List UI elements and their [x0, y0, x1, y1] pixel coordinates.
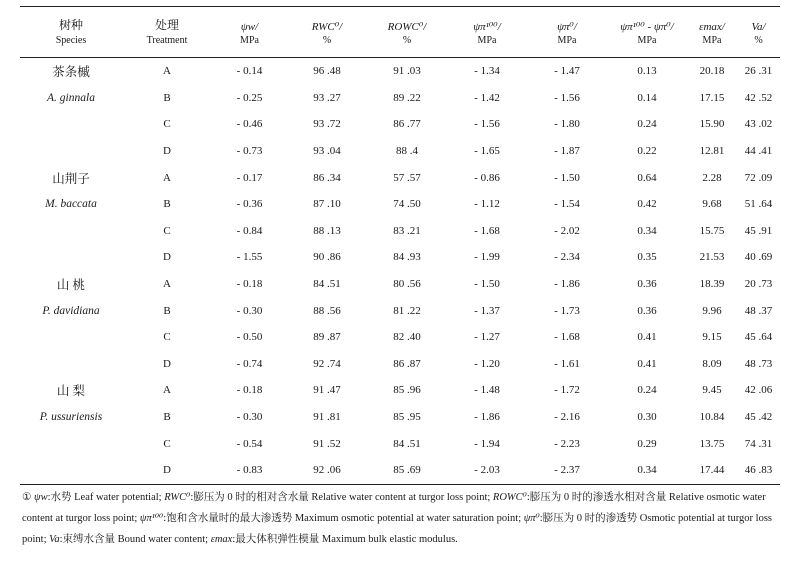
- value-cell: 51 .64: [744, 198, 773, 211]
- value-cell: 0.30: [637, 411, 657, 424]
- value-cell: - 1.65: [474, 145, 500, 158]
- treatment-cell: C: [163, 437, 171, 450]
- value-cell: - 1.55: [236, 251, 263, 264]
- value-cell: 88 .4: [396, 145, 418, 158]
- footnote-term: Va: [49, 534, 60, 545]
- value-cell: 82 .40: [393, 331, 421, 344]
- footnote-definition: :膨压为 0 时的相对含水量 Relative water content at turgor loss point;: [190, 492, 491, 503]
- value-cell: 74 .50: [393, 198, 421, 211]
- value-cell: - 0.18: [236, 278, 263, 291]
- treatment-cell: B: [163, 304, 171, 317]
- value-cell: 91 .52: [313, 437, 341, 450]
- value-cell: - 0.54: [236, 437, 263, 450]
- value-cell: 57 .57: [393, 171, 421, 184]
- col-header-symbol: ROWC⁰/: [367, 7, 447, 34]
- value-cell: - 2.16: [554, 411, 580, 424]
- value-cell: - 1.73: [554, 304, 580, 317]
- table-body: [20, 58, 780, 485]
- value-cell: - 0.25: [236, 91, 263, 104]
- value-cell: 15.90: [699, 118, 725, 131]
- value-cell: - 1.48: [474, 384, 500, 397]
- value-cell: 87 .10: [313, 198, 341, 211]
- treatment-cell: A: [163, 278, 171, 291]
- value-cell: - 2.23: [554, 437, 580, 450]
- footnote-marker: ①: [22, 492, 32, 503]
- value-cell: - 0.30: [236, 304, 263, 317]
- species-cell: [20, 111, 122, 138]
- footnote-definition: :最大体积弹性模量 Maximum bulk elastic modulus.: [232, 534, 458, 545]
- value-cell: 86 .87: [393, 357, 421, 370]
- footnote-term: ψπ¹⁰⁰: [139, 513, 164, 524]
- value-cell: 15.75: [699, 224, 725, 237]
- value-cell: 10.84: [699, 411, 725, 424]
- footnote: [22, 487, 778, 550]
- value-cell: 85 .69: [367, 457, 447, 484]
- value-cell: - 0.36: [236, 198, 263, 211]
- col-header-unit: MPa: [447, 33, 527, 58]
- treatment-cell: C: [163, 224, 171, 237]
- value-cell: 0.41: [637, 331, 657, 344]
- value-cell: - 1.47: [554, 65, 580, 78]
- value-cell: - 2.02: [554, 224, 580, 237]
- value-cell: 2.28: [702, 171, 722, 184]
- col-header-unit: MPa: [687, 33, 737, 58]
- table-row: [20, 138, 780, 165]
- value-cell: - 1.94: [474, 437, 500, 450]
- value-cell: - 1.54: [554, 198, 580, 211]
- treatment-cell: B: [163, 91, 171, 104]
- species-cell: M. baccata: [45, 198, 97, 211]
- table-row: [20, 271, 780, 298]
- value-cell: 46 .83: [737, 457, 780, 484]
- value-cell: 21.53: [699, 251, 725, 264]
- value-cell: - 1.27: [474, 331, 500, 344]
- value-cell: 86 .77: [393, 118, 421, 131]
- treatment-cell: A: [163, 384, 171, 397]
- treatment-header-en: Treatment: [122, 33, 212, 58]
- value-cell: 0.64: [637, 171, 657, 184]
- species-cell: [20, 324, 122, 351]
- species-cell: [20, 457, 122, 484]
- treatment-cell: D: [122, 457, 212, 484]
- value-cell: 0.42: [637, 198, 657, 211]
- value-cell: 86 .34: [313, 171, 341, 184]
- footnote-definition: :束缚水含量 Bound water content;: [59, 534, 209, 545]
- value-cell: 9.15: [702, 331, 722, 344]
- value-cell: - 1.87: [554, 145, 580, 158]
- value-cell: 93 .27: [313, 91, 341, 104]
- value-cell: 84 .51: [313, 278, 341, 291]
- value-cell: - 0.84: [236, 224, 263, 237]
- value-cell: - 1.99: [474, 251, 500, 264]
- value-cell: - 1.80: [554, 118, 580, 131]
- species-cell: [20, 430, 122, 457]
- col-header-symbol: RWC⁰/: [287, 7, 367, 34]
- data-table: [20, 6, 780, 485]
- value-cell: 92 .74: [313, 357, 341, 370]
- value-cell: 93 .04: [313, 145, 341, 158]
- value-cell: 20 .73: [744, 278, 773, 291]
- table-row: [20, 244, 780, 271]
- col-header-symbol: εmax/: [687, 7, 737, 34]
- col-header-symbol: ψw/: [212, 7, 287, 34]
- col-header-symbol: ψπ¹⁰⁰ - ψπ⁰/: [607, 7, 687, 34]
- table-row: [20, 351, 780, 378]
- species-header-cn: 树种: [20, 7, 122, 34]
- value-cell: - 1.50: [474, 278, 500, 291]
- footnote-definition: :膨压为 0 时的渗透势 Osmotic potential at turgor loss point;: [22, 513, 773, 545]
- value-cell: - 2.37: [527, 457, 607, 484]
- value-cell: 42 .06: [744, 384, 773, 397]
- value-cell: 91 .03: [393, 65, 421, 78]
- species-header-en: Species: [20, 33, 122, 58]
- value-cell: 44 .41: [744, 145, 773, 158]
- value-cell: - 1.34: [474, 65, 500, 78]
- value-cell: - 0.30: [236, 411, 263, 424]
- species-cell: 茶条槭: [52, 65, 90, 80]
- value-cell: 81 .22: [393, 304, 421, 317]
- value-cell: 0.41: [637, 357, 657, 370]
- value-cell: 0.29: [637, 437, 657, 450]
- table-header: [20, 7, 780, 58]
- value-cell: 42 .52: [744, 91, 773, 104]
- footnote-definition: :膨压为 0 时的渗透水相对含量 Relative osmotic water content at turgor loss point;: [22, 492, 766, 524]
- species-cell: A. ginnala: [47, 91, 95, 104]
- value-cell: 89 .22: [393, 91, 421, 104]
- table-row: [20, 218, 780, 245]
- value-cell: 88 .56: [313, 304, 341, 317]
- table-row: [20, 297, 780, 324]
- value-cell: 84 .51: [393, 437, 421, 450]
- value-cell: - 0.83: [212, 457, 287, 484]
- footnote-definition: :饱和含水量时的最大渗透势 Maximum osmotic potential at water saturation point;: [163, 513, 522, 524]
- value-cell: - 0.14: [236, 65, 263, 78]
- treatment-cell: B: [163, 411, 171, 424]
- treatment-cell: C: [163, 118, 171, 131]
- col-header-unit: %: [737, 33, 780, 58]
- species-cell: [20, 138, 122, 165]
- treatment-cell: B: [163, 198, 171, 211]
- value-cell: 0.34: [607, 457, 687, 484]
- value-cell: - 0.86: [474, 171, 500, 184]
- treatment-header-cn: 处理: [122, 7, 212, 34]
- value-cell: 96 .48: [313, 65, 341, 78]
- value-cell: 92 .06: [287, 457, 367, 484]
- treatment-cell: D: [163, 251, 171, 264]
- value-cell: - 1.56: [474, 118, 500, 131]
- table-row: [20, 58, 780, 85]
- value-cell: 88 .13: [313, 224, 341, 237]
- value-cell: - 0.74: [236, 357, 263, 370]
- species-cell: [20, 351, 122, 378]
- value-cell: 91 .81: [313, 411, 341, 424]
- value-cell: 0.24: [637, 118, 657, 131]
- value-cell: 40 .69: [744, 251, 773, 264]
- species-cell: P. davidiana: [42, 304, 100, 317]
- value-cell: - 1.42: [474, 91, 500, 104]
- footnote-items: [22, 492, 772, 545]
- value-cell: - 1.56: [554, 91, 580, 104]
- footnote-term: ROWC⁰: [492, 492, 527, 503]
- value-cell: - 1.37: [474, 304, 500, 317]
- treatment-cell: A: [163, 65, 171, 78]
- value-cell: - 2.03: [447, 457, 527, 484]
- value-cell: 48 .37: [744, 304, 773, 317]
- value-cell: 9.45: [702, 384, 722, 397]
- value-cell: 9.68: [702, 198, 722, 211]
- value-cell: 0.14: [637, 91, 657, 104]
- value-cell: 45 .64: [744, 331, 773, 344]
- value-cell: - 1.72: [554, 384, 580, 397]
- treatment-cell: D: [163, 145, 171, 158]
- col-header-symbol: Va/: [737, 7, 780, 34]
- treatment-cell: D: [163, 357, 171, 370]
- value-cell: 20.18: [699, 65, 725, 78]
- value-cell: - 1.68: [554, 331, 580, 344]
- value-cell: - 1.20: [474, 357, 500, 370]
- table-row: [20, 164, 780, 191]
- value-cell: 72 .09: [744, 171, 773, 184]
- value-cell: - 0.50: [236, 331, 263, 344]
- col-header-unit: MPa: [607, 33, 687, 58]
- footnote-term: ψπ⁰: [523, 513, 540, 524]
- treatment-cell: A: [163, 171, 171, 184]
- value-cell: 93 .72: [313, 118, 341, 131]
- value-cell: 17.44: [687, 457, 737, 484]
- value-cell: 0.34: [637, 224, 657, 237]
- value-cell: 85 .95: [393, 411, 421, 424]
- table-row: [20, 191, 780, 218]
- table-row: [20, 430, 780, 457]
- col-header-unit: MPa: [212, 33, 287, 58]
- value-cell: 48 .73: [744, 357, 773, 370]
- species-cell: 山 桃: [56, 278, 86, 293]
- footnote-term: RWC⁰: [164, 492, 191, 503]
- value-cell: - 1.61: [554, 357, 580, 370]
- col-header-symbol: ψπ¹⁰⁰/: [447, 7, 527, 34]
- table-row: [20, 85, 780, 112]
- value-cell: - 1.86: [554, 278, 580, 291]
- footnote-definition: :水势 Leaf water potential;: [47, 492, 162, 503]
- table-row: [20, 111, 780, 138]
- value-cell: 17.15: [699, 91, 725, 104]
- value-cell: 45 .91: [744, 224, 773, 237]
- table-row: [20, 404, 780, 431]
- value-cell: - 0.17: [236, 171, 263, 184]
- value-cell: 85 .96: [393, 384, 421, 397]
- value-cell: 0.22: [637, 145, 657, 158]
- value-cell: 0.36: [637, 278, 657, 291]
- value-cell: 80 .56: [393, 278, 421, 291]
- table-row: [20, 324, 780, 351]
- value-cell: 18.39: [699, 278, 725, 291]
- value-cell: - 1.86: [474, 411, 500, 424]
- value-cell: 0.24: [637, 384, 657, 397]
- species-cell: 山 梨: [56, 384, 86, 399]
- col-header-unit: MPa: [527, 33, 607, 58]
- table-row: [20, 377, 780, 404]
- species-cell: P. ussuriensis: [39, 411, 103, 424]
- footnote-term: ψw: [34, 492, 48, 503]
- value-cell: 74 .31: [744, 437, 773, 450]
- value-cell: - 1.68: [474, 224, 500, 237]
- species-cell: [20, 244, 122, 271]
- value-cell: 45 .42: [744, 411, 773, 424]
- value-cell: - 0.46: [236, 118, 263, 131]
- value-cell: 83 .21: [393, 224, 421, 237]
- value-cell: 0.35: [637, 251, 657, 264]
- value-cell: - 2.34: [554, 251, 580, 264]
- value-cell: 0.13: [637, 65, 657, 78]
- value-cell: 8.09: [702, 357, 722, 370]
- value-cell: - 0.18: [236, 384, 263, 397]
- value-cell: - 0.73: [236, 145, 263, 158]
- col-header-unit: %: [287, 33, 367, 58]
- footnote-term: εmax: [210, 534, 233, 545]
- value-cell: 0.36: [637, 304, 657, 317]
- col-header-unit: %: [367, 33, 447, 58]
- value-cell: 43 .02: [744, 118, 773, 131]
- value-cell: 13.75: [699, 437, 725, 450]
- value-cell: 26 .31: [744, 65, 773, 78]
- species-cell: 山荆子: [52, 171, 90, 186]
- treatment-cell: C: [163, 331, 171, 344]
- species-cell: [20, 218, 122, 245]
- table-row: [20, 457, 780, 484]
- value-cell: - 1.12: [474, 198, 500, 211]
- value-cell: - 1.50: [554, 171, 580, 184]
- value-cell: 90 .86: [313, 251, 341, 264]
- col-header-symbol: ψπ⁰/: [527, 7, 607, 34]
- value-cell: 89 .87: [313, 331, 341, 344]
- value-cell: 9.96: [702, 304, 722, 317]
- value-cell: 91 .47: [313, 384, 341, 397]
- value-cell: 84 .93: [393, 251, 421, 264]
- value-cell: 12.81: [699, 145, 725, 158]
